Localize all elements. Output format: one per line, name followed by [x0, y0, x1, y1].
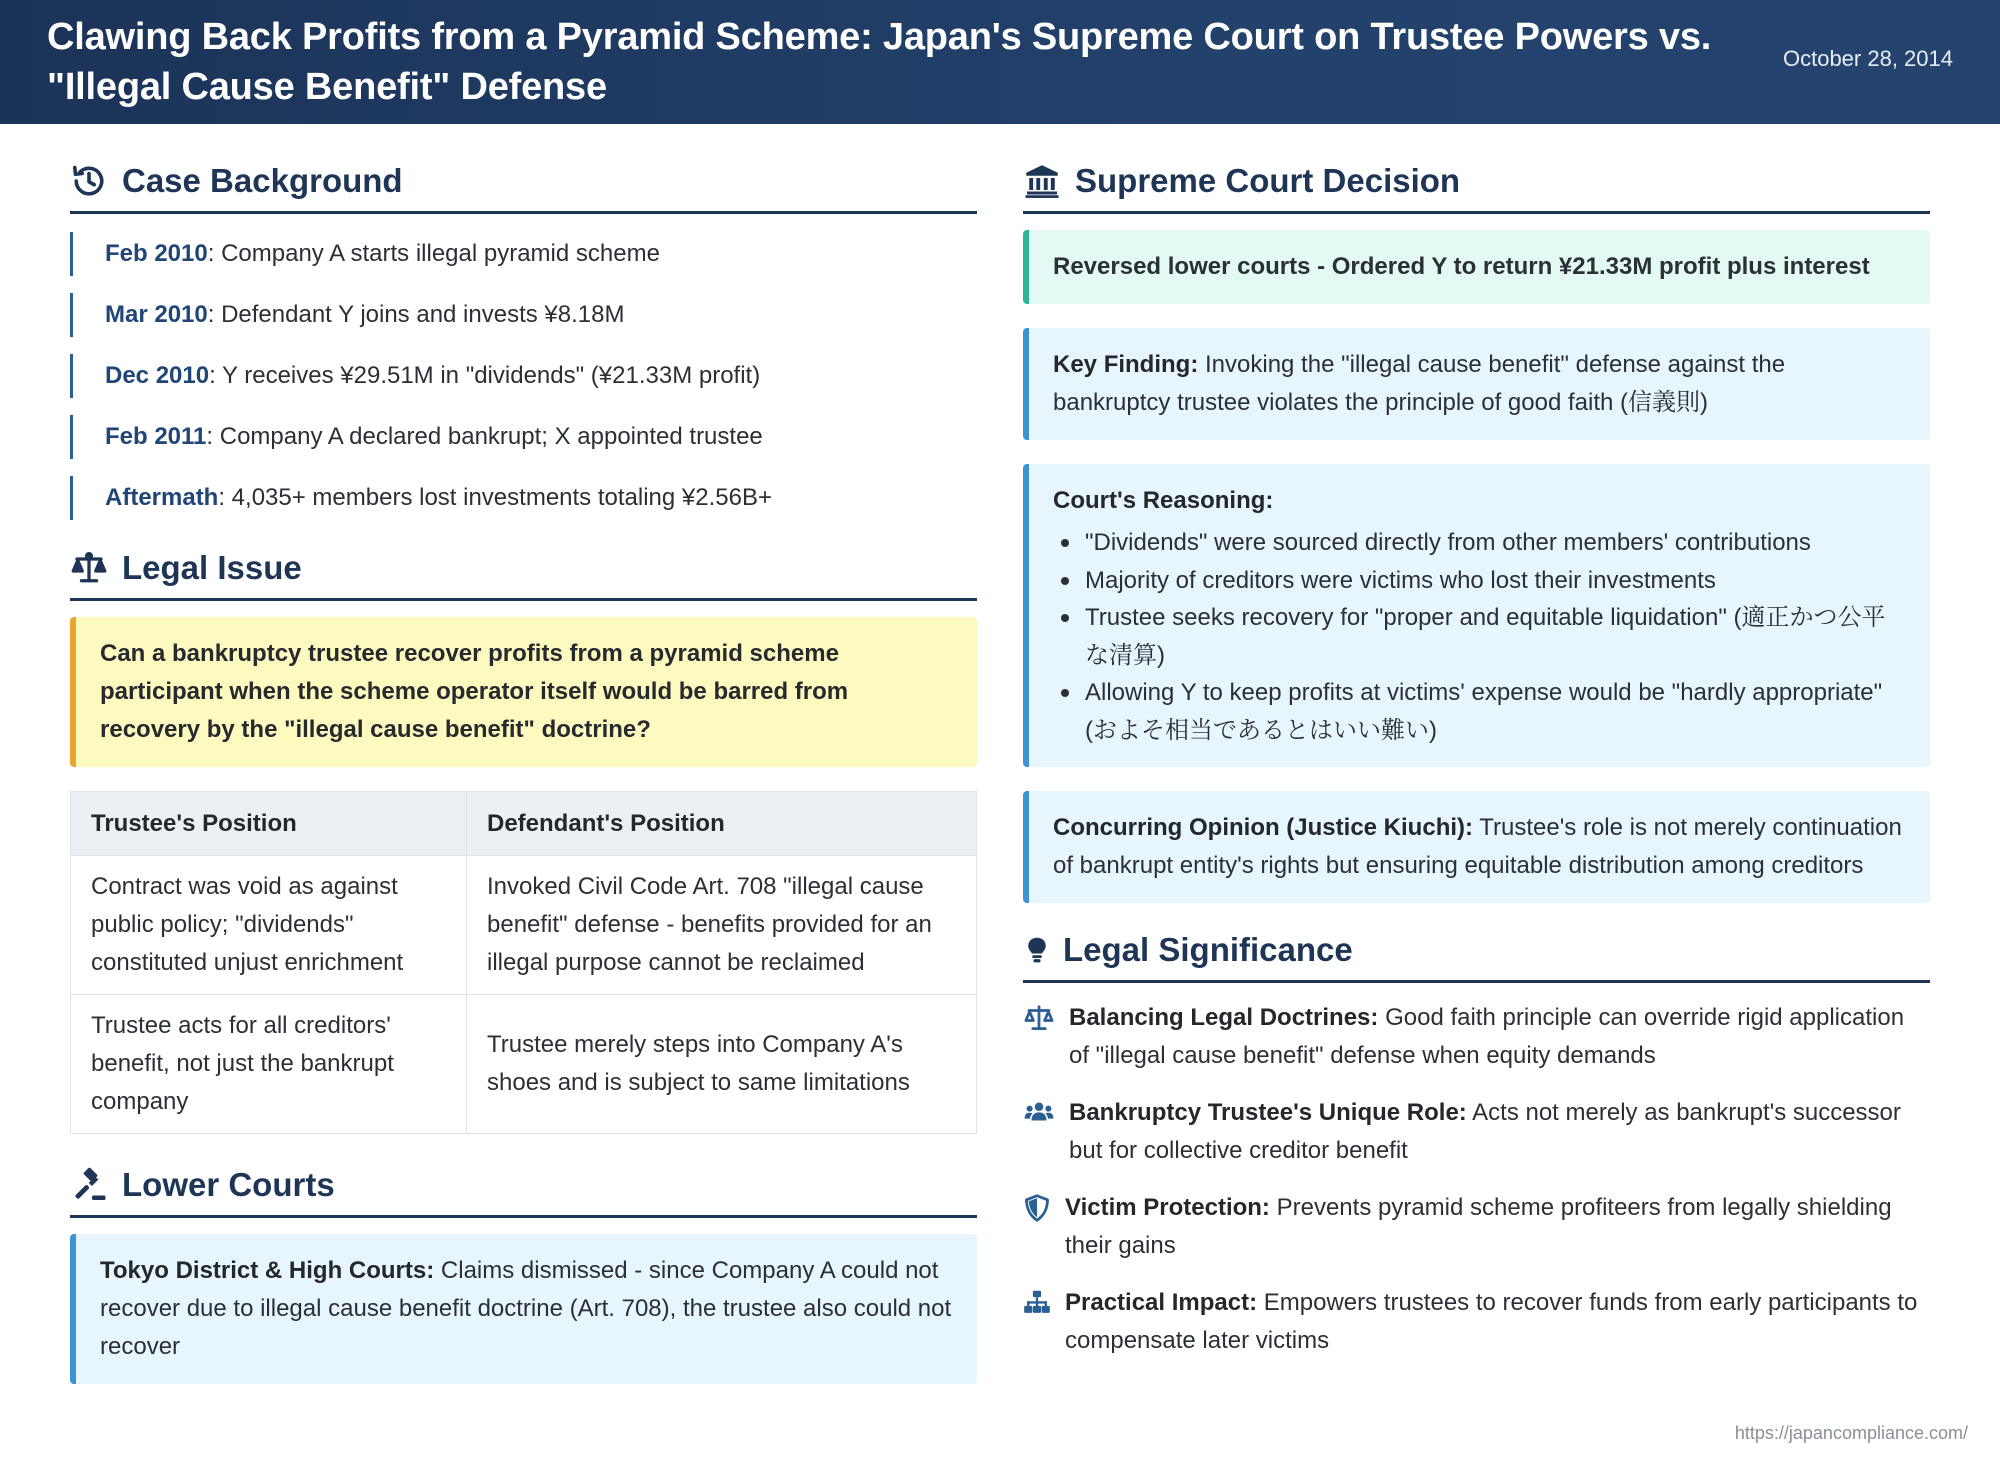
table-row: [71, 995, 977, 1134]
left-column: [70, 150, 977, 1384]
significance-label: Balancing Legal Doctrines:: [1069, 1004, 1379, 1031]
lightbulb-icon: [1023, 931, 1051, 969]
reasoning-label: Court's Reasoning:: [1053, 487, 1274, 514]
legal-issue-heading: Legal Issue: [70, 537, 977, 601]
decision-date: October 28, 2014: [1782, 46, 1953, 71]
concurring-label: Concurring Opinion (Justice Kiuchi):: [1053, 814, 1473, 841]
holding-callout: [1023, 230, 1930, 304]
timeline-text: : 4,035+ members lost investments totaling ¥2.56B+: [218, 484, 772, 511]
concurring-text: Trustee's role is not merely continuation of bankrupt entity's rights but ensuring equitable distribution among creditors: [1053, 814, 1902, 879]
page-title: Clawing Back Profits from a Pyramid Scheme: Japan's Supreme Court on Trustee Powers vs. "Illegal Cause Benefit" Defense: [47, 16, 1712, 108]
footer-url[interactable]: https://japancompliance.com/: [1734, 1423, 1968, 1443]
timeline-date: Feb 2011: [105, 423, 207, 450]
supreme-court-heading: Supreme Court Decision: [1023, 150, 1930, 214]
list-item: Trustee seeks recovery for "proper and equitable liquidation" (適正かつ公平な清算): [1053, 599, 1906, 674]
scale-icon: [1023, 999, 1055, 1037]
list-item: [1023, 1094, 1930, 1170]
significance-label: Practical Impact:: [1065, 1289, 1258, 1316]
timeline-text: : Defendant Y joins and invests ¥8.18M: [207, 301, 625, 328]
lower-courts-text: Claims dismissed - since Company A could not recover due to illegal cause benefit doctrine (Art. 708), the trustee also could not recover: [100, 1257, 952, 1360]
table-cell: Trustee acts for all creditors' benefit, not just the bankrupt company: [71, 995, 467, 1134]
reasoning-list: [1053, 524, 1906, 749]
significance-text: Acts not merely as bankrupt's successor but for collective creditor benefit: [1069, 1099, 1901, 1164]
key-finding-text: Invoking the "illegal cause benefit" defense against the bankruptcy trustee violates the principle of good faith (信義則): [1053, 351, 1786, 416]
table-cell: Trustee merely steps into Company A's shoes and is subject to same limitations: [467, 995, 977, 1134]
significance-text: Empowers trustees to recover funds from early participants to compensate later victims: [1065, 1289, 1918, 1354]
significance-list: [1023, 999, 1930, 1360]
table-row: [71, 856, 977, 995]
timeline-item: [70, 476, 977, 520]
history-icon: [70, 162, 108, 200]
concurring-callout: [1023, 791, 1930, 903]
timeline-date: Dec 2010: [105, 362, 210, 389]
right-column: [1023, 150, 1930, 1379]
lower-courts-label: Tokyo District & High Courts:: [100, 1257, 435, 1284]
list-item: "Dividends" were sourced directly from other members' contributions: [1053, 524, 1906, 562]
shield-icon: [1023, 1189, 1051, 1227]
users-icon: [1023, 1094, 1055, 1132]
table-cell: Contract was void as against public policy; "dividends" constituted unjust enrichment: [71, 856, 467, 995]
table-cell: Invoked Civil Code Art. 708 "illegal cause benefit" defense - benefits provided for an illegal purpose cannot be reclaimed: [467, 856, 977, 995]
timeline-item: [70, 354, 977, 398]
timeline-item: [70, 293, 977, 337]
significance-label: Victim Protection:: [1065, 1194, 1270, 1221]
lower-courts-callout: [70, 1234, 977, 1384]
court-icon: [1023, 162, 1061, 200]
significance-text: Good faith principle can override rigid application of "illegal cause benefit" defense when equity demands: [1069, 1004, 1905, 1069]
legal-question: Can a bankruptcy trustee recover profits from a pyramid scheme participant when the scheme operator itself would be barred from recovery by the "illegal cause benefit" doctrine?: [100, 640, 849, 743]
list-item: [1023, 1189, 1930, 1265]
timeline-item: [70, 415, 977, 459]
reasoning-callout: [1023, 464, 1930, 767]
list-item: [1023, 999, 1930, 1075]
timeline-item: [70, 232, 977, 276]
key-finding-callout: [1023, 328, 1930, 440]
timeline-date: Feb 2010: [105, 240, 208, 267]
sitemap-icon: [1023, 1284, 1051, 1322]
column-header-trustee: Trustee's Position: [71, 792, 467, 856]
list-item: [1023, 1284, 1930, 1360]
positions-table: [70, 791, 977, 1134]
significance-text: Prevents pyramid scheme profiteers from legally shielding their gains: [1065, 1194, 1892, 1259]
list-item: Majority of creditors were victims who lost their investments: [1053, 562, 1906, 600]
timeline-text: : Company A declared bankrupt; X appointed trustee: [206, 423, 763, 450]
gavel-icon: [70, 1166, 108, 1204]
legal-significance-heading: Legal Significance: [1023, 919, 1930, 983]
table-header-row: [71, 792, 977, 856]
list-item: Allowing Y to keep profits at victims' expense would be "hardly appropriate" (およそ相当であるとはいい難い): [1053, 674, 1906, 749]
key-finding-label: Key Finding:: [1053, 351, 1199, 378]
holding-text: Reversed lower courts - Ordered Y to return ¥21.33M profit plus interest: [1053, 253, 1870, 280]
timeline-date: Mar 2010: [105, 301, 208, 328]
lower-courts-heading: Lower Courts: [70, 1154, 977, 1218]
case-timeline: [70, 232, 977, 520]
legal-question-callout: [70, 617, 977, 767]
scale-icon: [70, 549, 108, 587]
timeline-text: : Company A starts illegal pyramid scheme: [207, 240, 660, 267]
page-header: [0, 0, 2000, 124]
timeline-text: : Y receives ¥29.51M in "dividends" (¥21.33M profit): [209, 362, 761, 389]
column-header-defendant: Defendant's Position: [467, 792, 977, 856]
timeline-date: Aftermath: [105, 484, 219, 511]
case-background-heading: Case Background: [70, 150, 977, 214]
significance-label: Bankruptcy Trustee's Unique Role:: [1069, 1099, 1467, 1126]
